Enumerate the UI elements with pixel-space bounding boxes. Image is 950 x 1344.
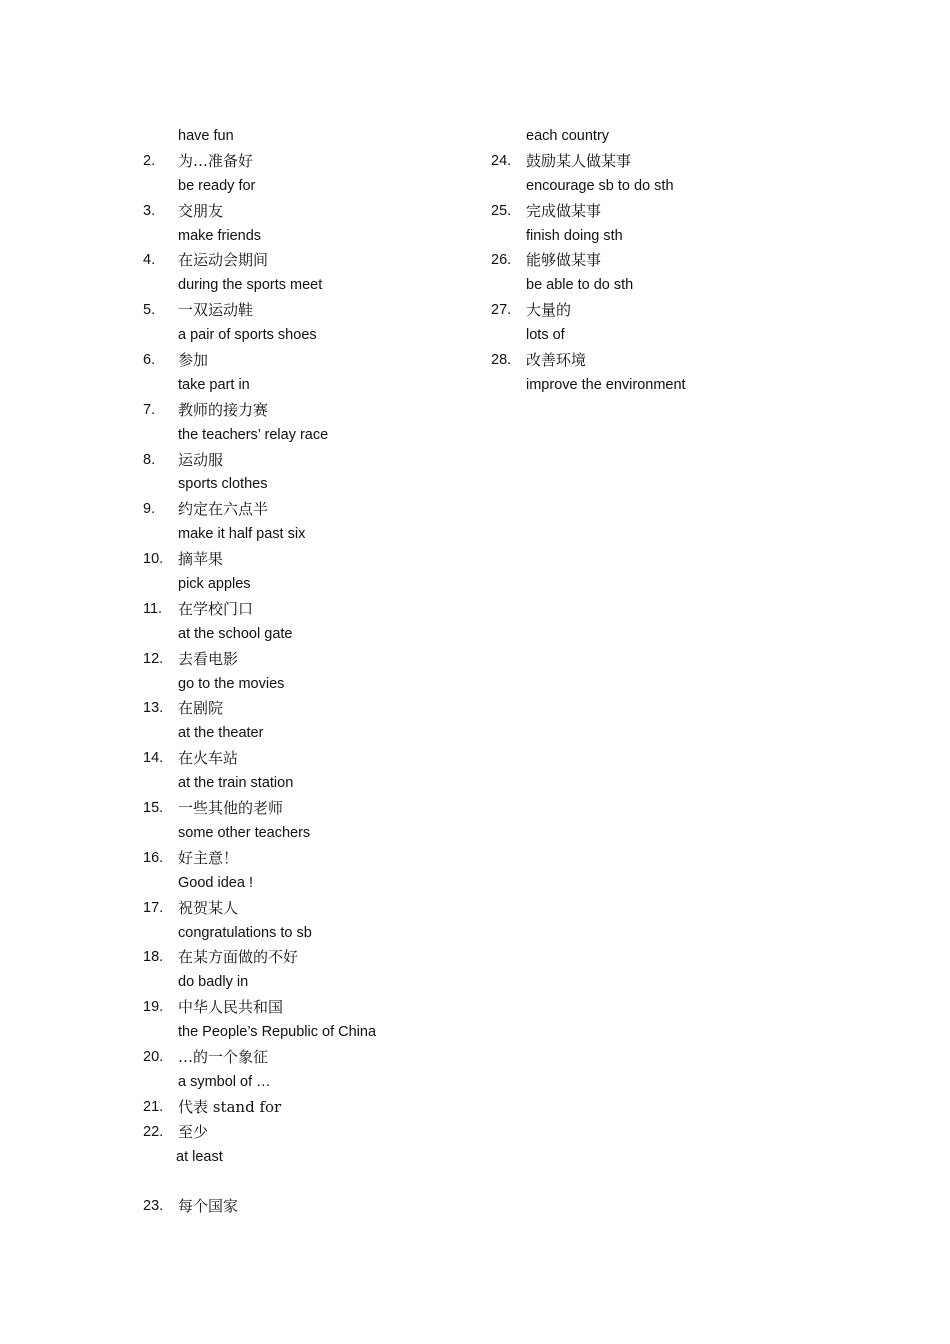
vocab-english-line xyxy=(143,472,473,497)
item-number: 10. xyxy=(143,551,164,568)
chinese-phrase: 约定在六点半 xyxy=(178,500,269,519)
english-phrase: some other teachers xyxy=(178,824,311,841)
vocab-chinese-line xyxy=(143,896,473,921)
item-number: 20. xyxy=(143,1048,164,1065)
item-number: 7. xyxy=(143,401,156,418)
chinese-phrase: 一双运动鞋 xyxy=(178,301,254,320)
chinese-phrase: 教师的接力赛 xyxy=(178,400,269,419)
item-number: 27. xyxy=(491,302,512,319)
vocab-chinese-line xyxy=(143,149,473,174)
chinese-phrase: 能够做某事 xyxy=(526,251,602,270)
chinese-phrase: 每个国家 xyxy=(178,1197,239,1216)
english-phrase: improve the environment xyxy=(526,376,686,393)
english-phrase: during the sports meet xyxy=(178,277,323,294)
english-phrase: at the school gate xyxy=(178,625,293,642)
item-number: 24. xyxy=(491,152,512,169)
item-number: 18. xyxy=(143,949,164,966)
vocab-chinese-line xyxy=(143,945,473,970)
chinese-phrase: 为…准备好 xyxy=(178,151,254,170)
vocab-chinese-line xyxy=(143,597,473,622)
chinese-phrase: 一些其他的老师 xyxy=(178,799,284,818)
vocab-english-line xyxy=(143,423,473,448)
vocab-english-line xyxy=(491,373,811,398)
vocab-english-line xyxy=(491,323,811,348)
item-number: 2. xyxy=(143,152,156,169)
vocab-english-line xyxy=(143,522,473,547)
item-number: 9. xyxy=(143,501,156,518)
item-number: 14. xyxy=(143,750,164,767)
english-phrase: be able to do sth xyxy=(526,277,634,294)
vocab-chinese-line xyxy=(143,796,473,821)
vocab-chinese-line xyxy=(491,199,811,224)
vocab-english-line xyxy=(143,622,473,647)
vocab-chinese-line xyxy=(143,448,473,473)
english-phrase: Good idea ! xyxy=(178,874,253,891)
vocab-english-line xyxy=(143,323,473,348)
vocab-chinese-line xyxy=(143,1095,473,1120)
item-number: 17. xyxy=(143,899,164,916)
vocab-english-line xyxy=(491,273,811,298)
item-number: 15. xyxy=(143,800,164,817)
vocab-english-line xyxy=(143,273,473,298)
vocab-chinese-line xyxy=(143,497,473,522)
item-number: 19. xyxy=(143,999,164,1016)
vocab-chinese-line xyxy=(491,348,811,373)
english-phrase: sports clothes xyxy=(178,476,268,493)
vocab-chinese-line xyxy=(143,199,473,224)
english-phrase: congratulations to sb xyxy=(178,924,312,941)
blank-line xyxy=(143,1169,473,1194)
item-number: 6. xyxy=(143,352,156,369)
item-number: 22. xyxy=(143,1123,164,1140)
chinese-phrase: 鼓励某人做某事 xyxy=(526,151,632,170)
item-number: 26. xyxy=(491,252,512,269)
vocab-chinese-line xyxy=(143,1120,473,1145)
english-phrase: at the train station xyxy=(178,775,294,792)
chinese-phrase: 至少 xyxy=(178,1122,209,1141)
item-number: 3. xyxy=(143,202,156,219)
vocab-chinese-line xyxy=(491,298,811,323)
vocab-chinese-line xyxy=(143,995,473,1020)
chinese-phrase: 完成做某事 xyxy=(526,201,602,220)
vocab-english-line xyxy=(143,821,473,846)
chinese-phrase: 摘苹果 xyxy=(178,550,224,569)
vocab-chinese-line xyxy=(143,348,473,373)
chinese-phrase: 运动服 xyxy=(178,450,224,469)
english-phrase: go to the movies xyxy=(178,675,285,692)
item-number: 8. xyxy=(143,451,156,468)
english-phrase: do badly in xyxy=(178,974,249,991)
vocab-chinese-line xyxy=(143,298,473,323)
vocab-english-line xyxy=(143,174,473,199)
item-number: 12. xyxy=(143,650,164,667)
english-phrase: make it half past six xyxy=(178,526,306,543)
vocab-chinese-line xyxy=(143,398,473,423)
item-number: 5. xyxy=(143,302,156,319)
chinese-phrase: 好主意！ xyxy=(178,848,239,867)
vocab-english-line xyxy=(143,572,473,597)
english-phrase: a pair of sports shoes xyxy=(178,327,317,344)
vocab-english-line xyxy=(143,921,473,946)
item-number: 21. xyxy=(143,1098,164,1115)
vocab-chinese-line xyxy=(143,647,473,672)
vocab-chinese-line xyxy=(143,248,473,273)
vocab-english-line xyxy=(143,871,473,896)
chinese-phrase: 大量的 xyxy=(526,301,572,320)
chinese-phrase: 参加 xyxy=(178,351,209,370)
vocab-english-line xyxy=(143,1145,473,1170)
item-number: 16. xyxy=(143,849,164,866)
vocab-english-line xyxy=(143,224,473,249)
english-phrase: the People’s Republic of China xyxy=(178,1024,377,1041)
english-phrase: the teachers’ relay race xyxy=(178,426,329,443)
chinese-phrase: 中华人民共和国 xyxy=(178,998,284,1017)
english-phrase: be ready for xyxy=(178,177,256,194)
vocab-english-line xyxy=(143,771,473,796)
chinese-phrase: 在学校门口 xyxy=(178,599,254,618)
chinese-phrase: 在某方面做的不好 xyxy=(178,948,299,967)
english-phrase: each country xyxy=(526,128,610,144)
vocab-english-line xyxy=(143,672,473,697)
chinese-phrase: 在火车站 xyxy=(178,749,239,768)
item-number: 11. xyxy=(143,600,163,617)
english-phrase: have fun xyxy=(178,128,234,144)
vocab-english-line xyxy=(143,124,473,149)
chinese-phrase: 在运动会期间 xyxy=(178,251,269,270)
item-number: 13. xyxy=(143,700,164,717)
vocab-chinese-line xyxy=(143,547,473,572)
vocab-english-line xyxy=(491,224,811,249)
chinese-phrase: 在剧院 xyxy=(178,699,224,718)
english-phrase: finish doing sth xyxy=(526,227,623,244)
chinese-phrase: 交朋友 xyxy=(178,201,224,220)
vocab-chinese-line xyxy=(143,1194,473,1219)
item-number: 4. xyxy=(143,252,156,269)
vocab-chinese-line xyxy=(491,149,811,174)
vocab-english-line xyxy=(491,174,811,199)
chinese-phrase: 改善环境 xyxy=(526,351,587,370)
chinese-phrase: 祝贺某人 xyxy=(178,898,239,917)
left-column xyxy=(143,124,473,1219)
vocab-english-line xyxy=(491,124,811,149)
vocab-chinese-line xyxy=(143,746,473,771)
item-number: 23. xyxy=(143,1198,164,1215)
english-phrase: at least xyxy=(176,1148,223,1165)
chinese-phrase: 去看电影 xyxy=(178,649,239,668)
english-phrase: pick apples xyxy=(178,576,251,593)
right-column xyxy=(491,124,811,398)
vocab-english-line xyxy=(143,970,473,995)
vocab-chinese-line xyxy=(491,248,811,273)
english-phrase: lots of xyxy=(526,327,565,344)
english-phrase: a symbol of … xyxy=(178,1073,271,1090)
chinese-phrase: 代表 stand for xyxy=(178,1097,282,1116)
english-phrase: make friends xyxy=(178,227,262,244)
vocab-chinese-line xyxy=(143,846,473,871)
english-phrase: at the theater xyxy=(178,725,264,742)
vocab-english-line xyxy=(143,721,473,746)
english-phrase: take part in xyxy=(178,376,250,393)
vocab-english-line xyxy=(143,1020,473,1045)
vocab-chinese-line xyxy=(143,1045,473,1070)
chinese-phrase: …的一个象征 xyxy=(178,1047,269,1066)
item-number: 25. xyxy=(491,202,512,219)
english-phrase: encourage sb to do sth xyxy=(526,177,674,194)
vocab-english-line xyxy=(143,373,473,398)
vocab-chinese-line xyxy=(143,696,473,721)
item-number: 28. xyxy=(491,352,512,369)
vocab-english-line xyxy=(143,1070,473,1095)
